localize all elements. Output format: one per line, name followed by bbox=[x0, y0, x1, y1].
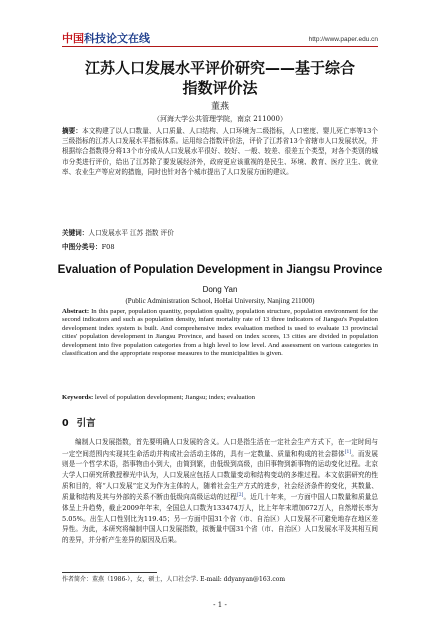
classification-label: 中图分类号： bbox=[62, 243, 102, 251]
section-heading bbox=[62, 418, 378, 430]
paper-title-line-1: 江苏人口发展水平评价研究——基于综合 bbox=[84, 59, 355, 77]
chinese-abstract bbox=[62, 126, 378, 177]
paper-title bbox=[62, 58, 378, 98]
body-text-part-3: 。近几十年来，一方面中国人口数量和质量总体呈上升趋势，截止2009年年末，全国总人口数为133474万人，比上年年末增加672万人，自然增长率为5.05%。出生人口性别比为119.45；另一方面中国31个省（市、自治区）人口发展不可避免地存在地区差异性。为此，本研究将编制中国人口发展指数，拟衡量中国31个省（市、自治区）人口发展水平及其相互间的差异，并分析产生差异的原因及后果。 bbox=[62, 493, 379, 544]
english-keywords-text: level of population development; Jiangsu; index; evaluation bbox=[94, 394, 255, 401]
section-title: 引言 bbox=[76, 418, 96, 429]
author-footnote: 作者简介：董燕（1986-），女，硕士，人口社会学. E-mail: ddyanyan@163.com bbox=[62, 576, 286, 583]
english-title: Evaluation of Population Development in Jiangsu Province bbox=[57, 263, 383, 276]
chinese-abstract-label: 摘要： bbox=[62, 127, 83, 135]
english-author: Dong Yan bbox=[202, 285, 238, 294]
logo-red-text: 中国 bbox=[62, 32, 84, 45]
classification-value: F08 bbox=[101, 243, 115, 251]
english-keywords bbox=[62, 393, 378, 402]
reference-link-2[interactable]: [2] bbox=[237, 493, 244, 499]
logo-blue-text: 科技论文在线 bbox=[84, 32, 150, 45]
body-text-part-1: 编制人口发展指数，首先要明确人口发展的含义。人口是指生活在一定社会生产方式下，在一定时间与一定空间范围内实现其生命活动并构成社会活动主体的，具有一定数量、质量和构成的社会群体 bbox=[62, 438, 378, 458]
chinese-keywords-text: 人口发展水平 江苏 指数 评价 bbox=[88, 229, 174, 237]
journal-url[interactable]: http://www.paper.edu.cn bbox=[308, 36, 378, 43]
english-abstract bbox=[62, 308, 378, 358]
english-keywords-label: Keywords: bbox=[62, 394, 94, 401]
english-abstract-text: In this paper, population quantity, population quality, population structure, population environment for the second indicators and such as population density, infant mortality rate of 13 three indicators of Jiangsu's Population development index system is built. And comprehensive index evaluation method is used to evaluate 13 provincial cities' population development in Jiangsu Province, and based on index scores, 13 cities are divided in population development into five population categories from a high level to low level. And assessment on various categories in classification and the appropriate response measures to the municipalities is given. bbox=[62, 308, 378, 358]
chinese-keywords-label: 关键词： bbox=[62, 229, 89, 237]
author-name: 董燕 bbox=[210, 102, 229, 112]
classification-number bbox=[62, 242, 378, 252]
journal-logo[interactable] bbox=[62, 32, 150, 46]
english-abstract-label: Abstract: bbox=[62, 308, 90, 315]
body-text-part-2: 。而发展则是一个哲学术语，指事物由小到大，由简到繁，由低级到高级，由旧事物到新事物的运动变化过程。北京大学人口研究所教授穆光中认为，人口发展应包括人口数量变动和结构变动的多维过程。本文依据研究的性质和目的，将“人口发展”定义为作为主体的人，随着社会生产方式的进步，社会经济条件的变化，其数量、质量和结构及其与外部的关系不断由低级向高级运动的过程 bbox=[62, 449, 379, 502]
paper-title-line-2: 指数评价法 bbox=[182, 79, 258, 97]
page-number: - 1 - bbox=[213, 601, 227, 609]
chinese-abstract-text: 本文构建了以人口数量、人口质量、人口结构、人口环境为二级指标，人口密度、婴儿死亡率等13个三级指标的江苏人口发展水平指标体系。运用综合指数评价法，评价了江苏省13个省辖市人口发展状况，并根据综合指数得分将13个市分成从人口发展水平很好、较好、一般、较差、很差五个类型，对各个类别的城市分类进行评价，给出了江苏除了要发展经济外，政府更应该重视的是民生、环境、教育、医疗卫生、就业率、农业生产等应对的措施，同时也针对各个城市提出了人口发展方面的建议。 bbox=[62, 127, 378, 176]
english-affiliation: (Public Administration School, HoHai University, Nanjing 211000) bbox=[125, 297, 315, 305]
body-paragraph bbox=[62, 437, 378, 545]
footnote-divider bbox=[62, 572, 157, 573]
author-affiliation: （河海大学公共管理学院，南京 211000） bbox=[153, 115, 287, 123]
section-number: 0 bbox=[62, 418, 69, 429]
journal-header bbox=[62, 30, 378, 47]
chinese-keywords bbox=[62, 228, 378, 238]
reference-link-1[interactable]: [1] bbox=[344, 449, 352, 455]
